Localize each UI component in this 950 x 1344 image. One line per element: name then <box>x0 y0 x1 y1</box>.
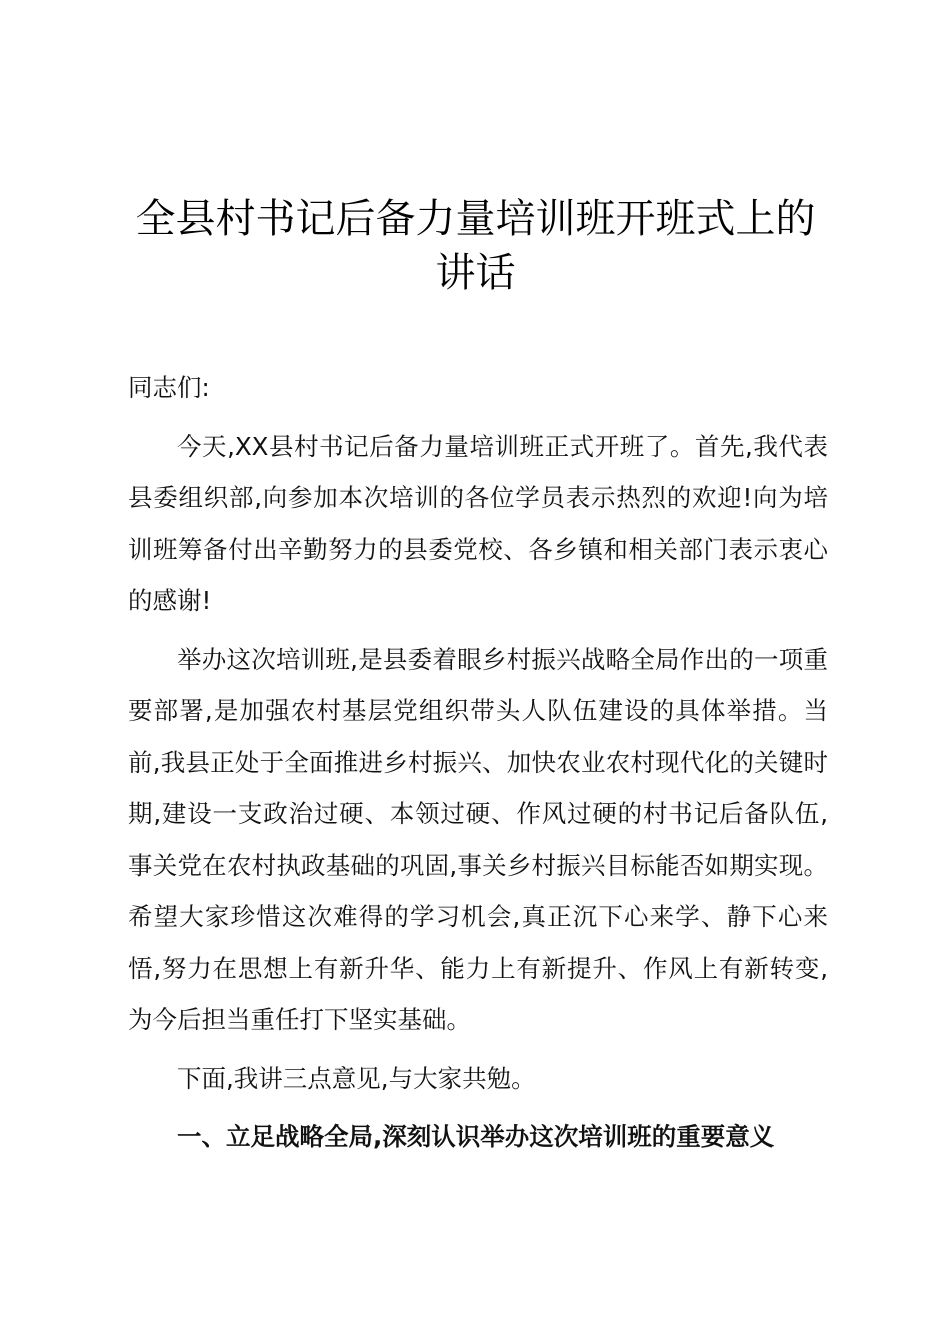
document-body <box>128 362 828 1163</box>
salutation: 同志们: <box>128 373 210 402</box>
section-heading-1: 一、立足战略全局,深刻认识举办这次培训班的重要意义 <box>177 1122 775 1151</box>
paragraph-welcome: 今天,XX县村书记后备力量培训班正式开班了。首先,我代表县委组织部,向参加本次培训的各位学员表示热烈的欢迎!向为培训班筹备付出辛勤努力的县委党校、各乡镇和相关部门表示衷心的感谢! <box>128 431 828 615</box>
document-title: 全县村书记后备力量培训班开班式上的讲话 <box>135 196 816 296</box>
paragraph-intro-points: 下面,我讲三点意见,与大家共勉。 <box>177 1063 536 1093</box>
paragraph-significance: 举办这次培训班,是县委着眼乡村振兴战略全局作出的一项重要部署,是加强农村基层党组织带头人队伍建设的具体举措。当前,我县正处于全面推进乡村振兴、加快农业农村现代化的关键时期,建设一支政治过硬、本领过硬、作风过硬的村书记后备队伍,事关党在农村执政基础的巩固,事关乡村振兴目标能否如期实现。希望大家珍惜这次难得的学习机会,真正沉下心来学、静下心来悟,努力在思想上有新升华、能力上有新提升、作风上有新转变,为今后担当重任打下坚实基础。 <box>128 644 828 1034</box>
